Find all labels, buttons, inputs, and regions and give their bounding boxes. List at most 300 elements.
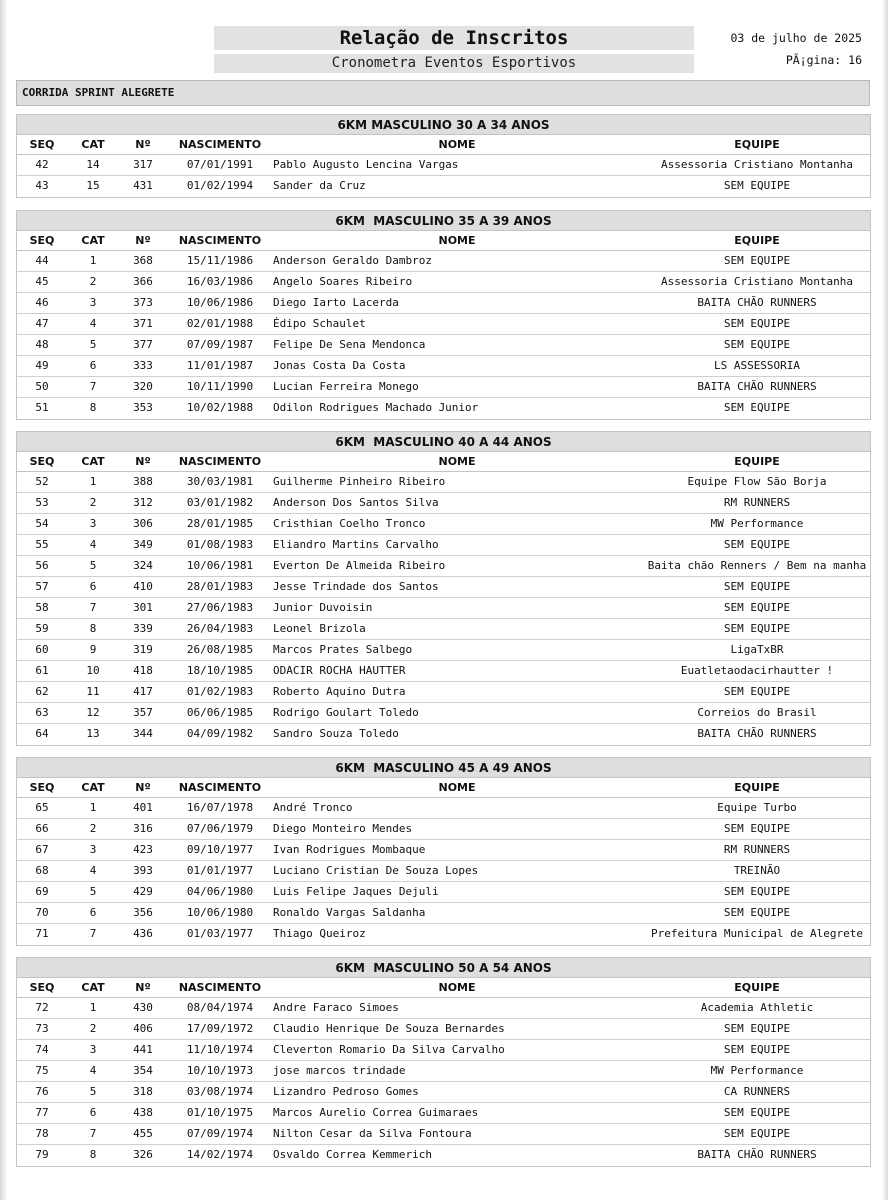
cell-bib-number: 356 <box>133 906 153 919</box>
table-row <box>17 293 870 314</box>
column-header-equipe: EQUIPE <box>734 455 780 468</box>
cell-birth-date: 01/02/1994 <box>186 179 254 192</box>
cell-birth-date: 10/06/1981 <box>186 559 254 572</box>
cell-name: Ronaldo Vargas Saldanha <box>273 906 426 919</box>
cell-seq: 72 <box>35 1001 49 1014</box>
column-header-nascimento: NASCIMENTO <box>178 455 262 468</box>
column-header-num: Nº <box>135 455 151 468</box>
cell-name: Andre Faraco Simoes <box>273 1001 399 1014</box>
cell-seq: 43 <box>35 179 49 192</box>
cell-team: SEM EQUIPE <box>723 179 791 192</box>
column-header-equipe: EQUIPE <box>734 781 780 794</box>
cell-bib-number: 417 <box>133 685 153 698</box>
cell-birth-date: 28/01/1985 <box>186 517 254 530</box>
cell-seq: 63 <box>35 706 49 719</box>
cell-name: André Tronco <box>273 801 353 814</box>
cell-bib-number: 318 <box>133 1085 153 1098</box>
cell-birth-date: 16/07/1978 <box>186 801 254 814</box>
cell-birth-date: 01/02/1983 <box>186 685 254 698</box>
table-row <box>17 1040 870 1061</box>
page-number: PÃ¡gina: 16 <box>785 53 862 67</box>
table-row <box>17 377 870 398</box>
cell-cat: 10 <box>86 664 100 677</box>
cell-name: Jonas Costa Da Costa <box>273 359 406 372</box>
table-row <box>17 556 870 577</box>
cell-name: Everton De Almeida Ribeiro <box>273 559 446 572</box>
cell-seq: 66 <box>35 822 49 835</box>
cell-team: SEM EQUIPE <box>723 1022 791 1035</box>
column-header-nome: NOME <box>438 981 476 994</box>
cell-birth-date: 10/06/1980 <box>186 906 254 919</box>
column-header-nome: NOME <box>438 138 476 151</box>
cell-team: Assessoria Cristiano Montanha <box>660 275 854 288</box>
table-row <box>17 1145 870 1166</box>
column-header-num: Nº <box>135 781 151 794</box>
cell-seq: 52 <box>35 475 49 488</box>
table-row <box>17 798 870 819</box>
cell-name: Anderson Dos Santos Silva <box>273 496 439 509</box>
table-row <box>17 840 870 861</box>
cell-bib-number: 423 <box>133 843 153 856</box>
table-row <box>17 493 870 514</box>
cell-bib-number: 354 <box>133 1064 153 1077</box>
table-row <box>17 882 870 903</box>
cell-name: jose marcos trindade <box>273 1064 406 1077</box>
table-row <box>17 1124 870 1145</box>
cell-name: Sandro Souza Toledo <box>273 727 399 740</box>
cell-seq: 62 <box>35 685 49 698</box>
column-header-seq: SEQ <box>29 455 55 468</box>
cell-bib-number: 357 <box>133 706 153 719</box>
cell-cat: 6 <box>89 1106 97 1119</box>
table-row <box>17 861 870 882</box>
category-title: 6KM MASCULINO 40 A 44 ANOS <box>17 432 870 452</box>
cell-team: Prefeitura Municipal de Alegrete <box>651 927 863 940</box>
cell-seq: 51 <box>35 401 49 414</box>
cell-team: Equipe Flow São Borja <box>687 475 827 488</box>
table-header-row <box>17 231 870 251</box>
cell-cat: 5 <box>89 559 97 572</box>
column-header-num: Nº <box>135 981 151 994</box>
cell-bib-number: 430 <box>133 1001 153 1014</box>
cell-bib-number: 326 <box>133 1148 153 1161</box>
cell-team: Correios do Brasil <box>697 706 817 719</box>
cell-team: LS ASSESSORIA <box>713 359 801 372</box>
cell-bib-number: 418 <box>133 664 153 677</box>
cell-name: Thiago Queiroz <box>273 927 366 940</box>
cell-bib-number: 441 <box>133 1043 153 1056</box>
table-row <box>17 398 870 419</box>
table-header-row <box>17 452 870 472</box>
cell-cat: 7 <box>89 927 97 940</box>
cell-cat: 4 <box>89 538 97 551</box>
cell-birth-date: 07/09/1987 <box>186 338 254 351</box>
cell-team: SEM EQUIPE <box>723 1043 791 1056</box>
cell-seq: 65 <box>35 801 49 814</box>
cell-seq: 45 <box>35 275 49 288</box>
cell-name: Felipe De Sena Mendonca <box>273 338 426 351</box>
cell-team: BAITA CHÃO RUNNERS <box>697 1148 817 1161</box>
cell-bib-number: 371 <box>133 317 153 330</box>
cell-team: SEM EQUIPE <box>723 622 791 635</box>
table-row <box>17 619 870 640</box>
cell-team: MW Performance <box>710 517 804 530</box>
cell-seq: 56 <box>35 559 49 572</box>
cell-name: Claudio Henrique De Souza Bernardes <box>273 1022 505 1035</box>
column-header-nascimento: NASCIMENTO <box>178 781 262 794</box>
cell-bib-number: 349 <box>133 538 153 551</box>
cell-bib-number: 410 <box>133 580 153 593</box>
column-header-cat: CAT <box>81 234 105 247</box>
table-row <box>17 661 870 682</box>
cell-cat: 8 <box>89 1148 97 1161</box>
cell-team: Equipe Turbo <box>717 801 797 814</box>
cell-birth-date: 17/09/1972 <box>186 1022 254 1035</box>
cell-cat: 1 <box>89 475 97 488</box>
cell-birth-date: 07/06/1979 <box>186 822 254 835</box>
cell-cat: 7 <box>89 601 97 614</box>
column-header-equipe: EQUIPE <box>734 234 780 247</box>
column-header-equipe: EQUIPE <box>734 981 780 994</box>
column-header-num: Nº <box>135 234 151 247</box>
cell-seq: 42 <box>35 158 49 171</box>
cell-cat: 7 <box>89 1127 97 1140</box>
cell-seq: 50 <box>35 380 49 393</box>
cell-birth-date: 01/10/1975 <box>186 1106 254 1119</box>
cell-bib-number: 317 <box>133 158 153 171</box>
cell-team: BAITA CHÃO RUNNERS <box>697 380 817 393</box>
cell-birth-date: 26/08/1985 <box>186 643 254 656</box>
cell-seq: 57 <box>35 580 49 593</box>
cell-cat: 7 <box>89 380 97 393</box>
cell-name: Nilton Cesar da Silva Fontoura <box>273 1127 472 1140</box>
cell-birth-date: 18/10/1985 <box>186 664 254 677</box>
cell-birth-date: 26/04/1983 <box>186 622 254 635</box>
cell-cat: 1 <box>89 1001 97 1014</box>
cell-birth-date: 07/01/1991 <box>186 158 254 171</box>
table-row <box>17 335 870 356</box>
cell-bib-number: 401 <box>133 801 153 814</box>
cell-name: Angelo Soares Ribeiro <box>273 275 413 288</box>
table-row <box>17 514 870 535</box>
cell-cat: 3 <box>89 517 97 530</box>
cell-seq: 67 <box>35 843 49 856</box>
cell-team: Academia Athletic <box>700 1001 814 1014</box>
cell-team: BAITA CHÃO RUNNERS <box>697 296 817 309</box>
cell-cat: 13 <box>86 727 100 740</box>
cell-cat: 11 <box>86 685 100 698</box>
category-block <box>16 210 871 420</box>
cell-team: SEM EQUIPE <box>723 580 791 593</box>
cell-birth-date: 10/02/1988 <box>186 401 254 414</box>
cell-seq: 73 <box>35 1022 49 1035</box>
cell-cat: 9 <box>89 643 97 656</box>
table-row <box>17 314 870 335</box>
cell-name: Pablo Augusto Lencina Vargas <box>273 158 459 171</box>
cell-name: Roberto Aquino Dutra <box>273 685 406 698</box>
cell-cat: 8 <box>89 622 97 635</box>
table-row <box>17 819 870 840</box>
cell-cat: 2 <box>89 1022 97 1035</box>
cell-name: Rodrigo Goulart Toledo <box>273 706 419 719</box>
cell-team: CA RUNNERS <box>723 1085 791 1098</box>
table-row <box>17 356 870 377</box>
cell-seq: 58 <box>35 601 49 614</box>
cell-seq: 71 <box>35 927 49 940</box>
cell-birth-date: 27/06/1983 <box>186 601 254 614</box>
cell-seq: 79 <box>35 1148 49 1161</box>
cell-cat: 1 <box>89 254 97 267</box>
cell-team: SEM EQUIPE <box>723 401 791 414</box>
cell-bib-number: 301 <box>133 601 153 614</box>
cell-seq: 55 <box>35 538 49 551</box>
column-header-equipe: EQUIPE <box>734 138 780 151</box>
table-row <box>17 176 870 197</box>
cell-birth-date: 10/11/1990 <box>186 380 254 393</box>
cell-seq: 48 <box>35 338 49 351</box>
cell-seq: 74 <box>35 1043 49 1056</box>
cell-cat: 6 <box>89 906 97 919</box>
cell-team: SEM EQUIPE <box>723 906 791 919</box>
cell-team: Euatletaodacirhautter ! <box>680 664 834 677</box>
cell-team: Baita chão Renners / Bem na manha <box>647 559 867 572</box>
cell-birth-date: 03/08/1974 <box>186 1085 254 1098</box>
table-row <box>17 903 870 924</box>
cell-name: Osvaldo Correa Kemmerich <box>273 1148 432 1161</box>
cell-seq: 77 <box>35 1106 49 1119</box>
table-row <box>17 251 870 272</box>
cell-name: Jesse Trindade dos Santos <box>273 580 439 593</box>
category-title: 6KM MASCULINO 35 A 39 ANOS <box>17 211 870 231</box>
cell-name: Édipo Schaulet <box>273 317 366 330</box>
cell-birth-date: 10/10/1973 <box>186 1064 254 1077</box>
column-header-seq: SEQ <box>29 781 55 794</box>
cell-cat: 3 <box>89 843 97 856</box>
cell-name: Cleverton Romario Da Silva Carvalho <box>273 1043 505 1056</box>
table-row <box>17 1019 870 1040</box>
cell-birth-date: 14/02/1974 <box>186 1148 254 1161</box>
category-title: 6KM MASCULINO 45 A 49 ANOS <box>17 758 870 778</box>
cell-team: SEM EQUIPE <box>723 254 791 267</box>
cell-birth-date: 01/01/1977 <box>186 864 254 877</box>
cell-team: SEM EQUIPE <box>723 885 791 898</box>
column-header-cat: CAT <box>81 138 105 151</box>
cell-name: Junior Duvoisin <box>273 601 373 614</box>
cell-cat: 5 <box>89 885 97 898</box>
cell-cat: 4 <box>89 1064 97 1077</box>
table-row <box>17 1061 870 1082</box>
cell-birth-date: 15/11/1986 <box>186 254 254 267</box>
cell-cat: 2 <box>89 275 97 288</box>
cell-birth-date: 11/10/1974 <box>186 1043 254 1056</box>
cell-cat: 14 <box>86 158 100 171</box>
table-header-row <box>17 978 870 998</box>
cell-birth-date: 01/03/1977 <box>186 927 254 940</box>
table-header-row <box>17 135 870 155</box>
table-row <box>17 703 870 724</box>
cell-team: SEM EQUIPE <box>723 601 791 614</box>
table-row <box>17 924 870 945</box>
cell-seq: 78 <box>35 1127 49 1140</box>
cell-birth-date: 03/01/1982 <box>186 496 254 509</box>
table-row <box>17 598 870 619</box>
cell-cat: 12 <box>86 706 100 719</box>
report-subtitle: Cronometra Eventos Esportivos <box>214 54 694 73</box>
column-header-nome: NOME <box>438 781 476 794</box>
column-header-nascimento: NASCIMENTO <box>178 981 262 994</box>
cell-seq: 47 <box>35 317 49 330</box>
cell-seq: 64 <box>35 727 49 740</box>
report-date: 03 de julho de 2025 <box>730 31 862 45</box>
category-block <box>16 757 871 946</box>
cell-bib-number: 312 <box>133 496 153 509</box>
cell-birth-date: 04/09/1982 <box>186 727 254 740</box>
cell-cat: 5 <box>89 1085 97 1098</box>
cell-seq: 61 <box>35 664 49 677</box>
table-row <box>17 472 870 493</box>
cell-cat: 3 <box>89 1043 97 1056</box>
cell-bib-number: 429 <box>133 885 153 898</box>
column-header-cat: CAT <box>81 781 105 794</box>
cell-bib-number: 339 <box>133 622 153 635</box>
cell-cat: 4 <box>89 317 97 330</box>
report-title: Relação de Inscritos <box>214 26 694 50</box>
cell-name: Ivan Rodrigues Mombaque <box>273 843 426 856</box>
category-block <box>16 431 871 746</box>
column-header-num: Nº <box>135 138 151 151</box>
column-header-nome: NOME <box>438 234 476 247</box>
cell-birth-date: 28/01/1983 <box>186 580 254 593</box>
cell-team: TREINÃO <box>733 864 781 877</box>
table-row <box>17 535 870 556</box>
category-title: 6KM MASCULINO 50 A 54 ANOS <box>17 958 870 978</box>
cell-name: Diego Iarto Lacerda <box>273 296 399 309</box>
cell-bib-number: 316 <box>133 822 153 835</box>
cell-name: Leonel Brizola <box>273 622 366 635</box>
column-header-seq: SEQ <box>29 234 55 247</box>
cell-name: ODACIR ROCHA HAUTTER <box>273 664 406 677</box>
cell-name: Luciano Cristian De Souza Lopes <box>273 864 479 877</box>
cell-name: Eliandro Martins Carvalho <box>273 538 439 551</box>
cell-team: MW Performance <box>710 1064 804 1077</box>
cell-bib-number: 333 <box>133 359 153 372</box>
cell-name: Diego Monteiro Mendes <box>273 822 413 835</box>
column-header-cat: CAT <box>81 455 105 468</box>
cell-bib-number: 406 <box>133 1022 153 1035</box>
cell-seq: 44 <box>35 254 49 267</box>
cell-cat: 2 <box>89 496 97 509</box>
cell-name: Lucian Ferreira Monego <box>273 380 419 393</box>
cell-seq: 59 <box>35 622 49 635</box>
cell-cat: 6 <box>89 580 97 593</box>
cell-bib-number: 393 <box>133 864 153 877</box>
column-header-nome: NOME <box>438 455 476 468</box>
cell-cat: 1 <box>89 801 97 814</box>
cell-team: SEM EQUIPE <box>723 1106 791 1119</box>
cell-seq: 49 <box>35 359 49 372</box>
table-row <box>17 1103 870 1124</box>
category-block <box>16 114 871 198</box>
cell-name: Cristhian Coelho Tronco <box>273 517 426 530</box>
cell-seq: 75 <box>35 1064 49 1077</box>
cell-bib-number: 319 <box>133 643 153 656</box>
table-row <box>17 640 870 661</box>
column-header-seq: SEQ <box>29 981 55 994</box>
cell-birth-date: 02/01/1988 <box>186 317 254 330</box>
cell-name: Marcos Prates Salbego <box>273 643 413 656</box>
cell-cat: 4 <box>89 864 97 877</box>
table-row <box>17 272 870 293</box>
cell-seq: 76 <box>35 1085 49 1098</box>
cell-birth-date: 16/03/1986 <box>186 275 254 288</box>
cell-name: Guilherme Pinheiro Ribeiro <box>273 475 446 488</box>
cell-bib-number: 455 <box>133 1127 153 1140</box>
table-row <box>17 682 870 703</box>
column-header-cat: CAT <box>81 981 105 994</box>
cell-birth-date: 06/06/1985 <box>186 706 254 719</box>
cell-bib-number: 368 <box>133 254 153 267</box>
cell-team: BAITA CHÃO RUNNERS <box>697 727 817 740</box>
cell-seq: 68 <box>35 864 49 877</box>
cell-name: Lizandro Pedroso Gomes <box>273 1085 419 1098</box>
cell-cat: 6 <box>89 359 97 372</box>
table-row <box>17 155 870 176</box>
table-header-row <box>17 778 870 798</box>
cell-cat: 15 <box>86 179 100 192</box>
cell-birth-date: 01/08/1983 <box>186 538 254 551</box>
cell-name: Odilon Rodrigues Machado Junior <box>273 401 479 414</box>
table-row <box>17 1082 870 1103</box>
cell-bib-number: 431 <box>133 179 153 192</box>
column-header-nascimento: NASCIMENTO <box>178 138 262 151</box>
cell-birth-date: 10/06/1986 <box>186 296 254 309</box>
cell-birth-date: 08/04/1974 <box>186 1001 254 1014</box>
cell-team: SEM EQUIPE <box>723 685 791 698</box>
cell-seq: 53 <box>35 496 49 509</box>
event-name: CORRIDA SPRINT ALEGRETE <box>16 80 870 106</box>
cell-name: Luis Felipe Jaques Dejuli <box>273 885 439 898</box>
cell-team: Assessoria Cristiano Montanha <box>660 158 854 171</box>
cell-team: RM RUNNERS <box>723 843 791 856</box>
cell-team: SEM EQUIPE <box>723 538 791 551</box>
cell-seq: 46 <box>35 296 49 309</box>
table-row <box>17 724 870 745</box>
column-header-seq: SEQ <box>29 138 55 151</box>
cell-bib-number: 353 <box>133 401 153 414</box>
cell-birth-date: 11/01/1987 <box>186 359 254 372</box>
cell-bib-number: 436 <box>133 927 153 940</box>
cell-team: LigaTxBR <box>730 643 784 656</box>
category-block <box>16 957 871 1167</box>
cell-name: Marcos Aurelio Correa Guimaraes <box>273 1106 479 1119</box>
cell-birth-date: 07/09/1974 <box>186 1127 254 1140</box>
cell-bib-number: 320 <box>133 380 153 393</box>
cell-name: Sander da Cruz <box>273 179 366 192</box>
table-row <box>17 577 870 598</box>
cell-bib-number: 373 <box>133 296 153 309</box>
cell-cat: 3 <box>89 296 97 309</box>
cell-bib-number: 344 <box>133 727 153 740</box>
cell-team: SEM EQUIPE <box>723 317 791 330</box>
cell-seq: 70 <box>35 906 49 919</box>
cell-bib-number: 324 <box>133 559 153 572</box>
cell-team: RM RUNNERS <box>723 496 791 509</box>
cell-cat: 5 <box>89 338 97 351</box>
cell-team: SEM EQUIPE <box>723 822 791 835</box>
cell-bib-number: 388 <box>133 475 153 488</box>
cell-cat: 2 <box>89 822 97 835</box>
cell-birth-date: 30/03/1981 <box>186 475 254 488</box>
